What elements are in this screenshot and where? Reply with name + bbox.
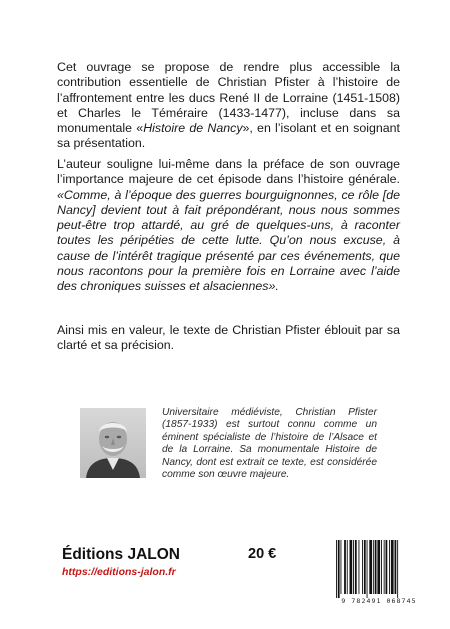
barcode-bar [364,540,366,594]
barcode-bar [336,540,337,598]
p1-text-b: », en l’isolant et en soignant sa présentation. [57,121,400,151]
barcode-bar [381,540,382,594]
barcode-bar [344,540,346,594]
description-paragraph-1 [57,60,400,152]
description-paragraph-3: Ainsi mis en valeur, le texte de Christian Pfister éblouit par sa clarté et sa précision. [57,323,400,353]
barcode-bar [397,540,398,598]
barcode-bar [341,540,342,594]
barcode-bars [334,540,424,598]
barcode-bar [355,540,357,594]
description-paragraph-2 [57,157,400,295]
barcode-bar [391,540,394,594]
author-portrait-image [80,408,146,478]
p1-text-a: Cet ouvrage se propose de rendre plus accessible la contribution essentielle de Christian Pfister à l’histoire de l’affrontement entre les ducs René II de Lorraine (1451-1508) et Charles le Téméraire (1433-1477), incluse dans sa monumentale « [57,60,400,136]
isbn-barcode [334,540,424,600]
barcode-bar [359,540,360,594]
barcode-bar [384,540,385,594]
price: 20 € [248,546,277,562]
author-portrait [80,408,146,478]
barcode-bar [375,540,377,594]
barcode-bar [369,540,372,594]
barcode-bar [377,540,380,594]
publisher-url[interactable]: https://editions-jalon.fr [62,566,176,578]
isbn-digits: 9 782491 068745 [341,597,417,605]
barcode-bar [389,540,390,594]
barcode-bar [373,540,374,594]
p2-text-a: L’auteur souligne lui-même dans la préface de son ouvrage l’importance majeure de cet épisode dans l’histoire générale. [57,157,400,187]
barcode-bar [347,540,348,594]
barcode-bar [367,540,368,598]
barcode-bar [386,540,388,594]
barcode-bar [338,540,340,598]
barcode-bar [362,540,363,594]
barcode-bar [350,540,353,594]
preface-quote: «Comme, à l’époque des guerres bourguignonnes, ce rôle [de Nancy] devient tout à fait prépondérant, nous nous sommes peut-être trop attardé, au gré de quelques-uns, à raconter toutes les péripéties de cette lutte. Qu’on nous excuse, à cause de l’intérêt tragique présenté par ces événements, que nous racontons pour la première fois en Lorraine avec l’aide des chroniques suisses et alsaciennes». [57,187,400,294]
book-title: Histoire de Nancy [143,121,243,136]
barcode-bar [353,540,354,594]
author-bio: Universitaire médiéviste, Christian Pfister (1857-1933) est surtout connu comme un éminent spécialiste de l’histoire de l’Alsace et de la Lorraine. Sa monumentale Histoire de Nancy, dont est extrait ce texte, est considérée comme son œuvre majeure. [162,407,377,481]
barcode-bar [395,540,397,594]
publisher-name: Éditions JALON [62,546,180,563]
